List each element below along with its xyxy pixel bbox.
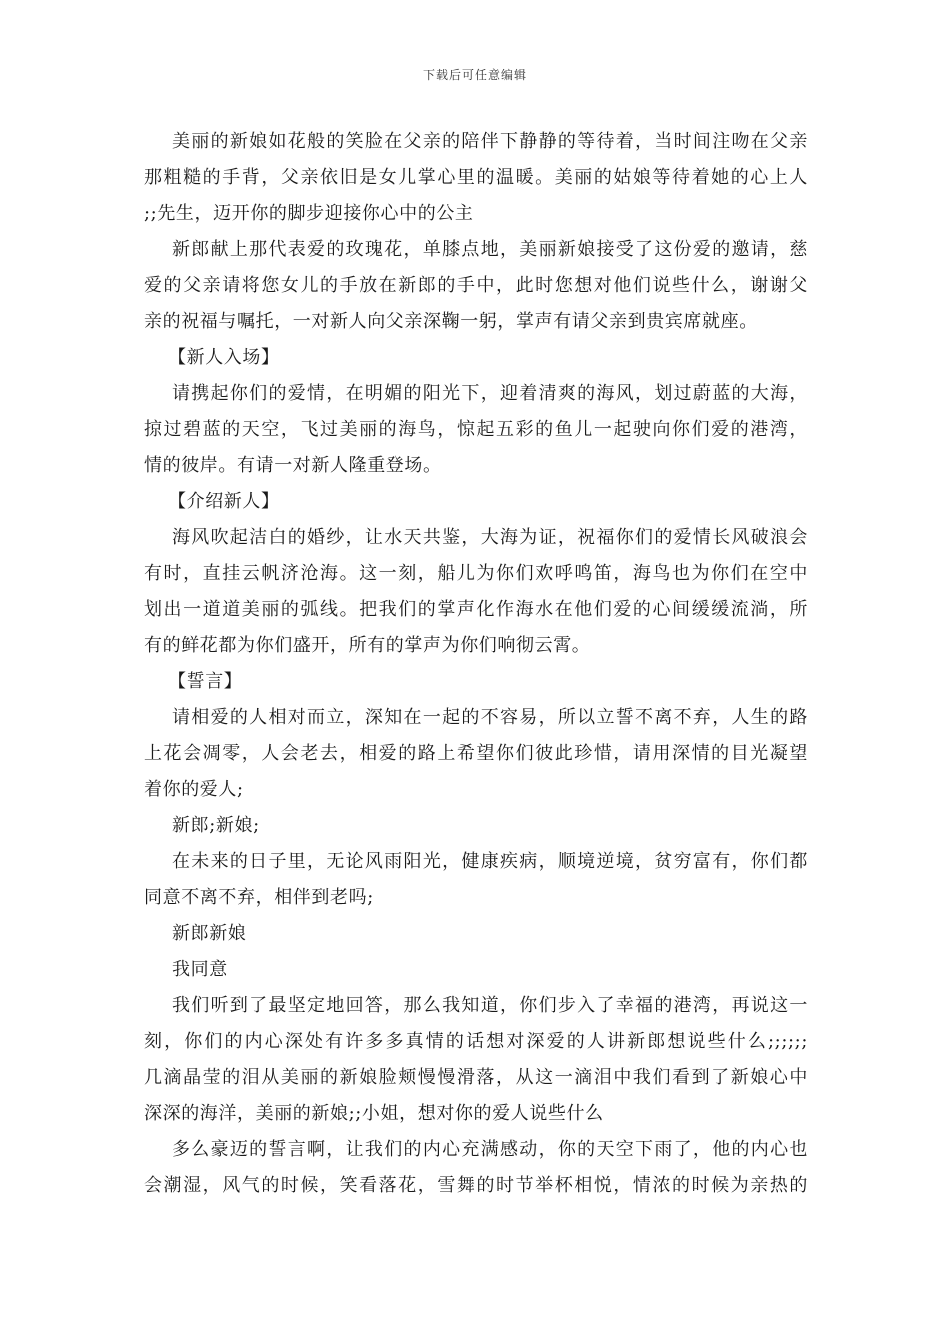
section-heading: 【介绍新人】 [168,491,280,512]
paragraph-line: 新郎;新娘; [172,815,260,836]
paragraph-line: 在未来的日子里，无论风雨阳光，健康疾病，顺境逆境，贫穷富有，你们都 [172,851,808,872]
paragraph-line: 多么豪迈的誓言啊，让我们的内心充满感动，你的天空下雨了，他的内心也 [172,1139,808,1160]
paragraph-line: 情的彼岸。有请一对新人隆重登场。 [144,455,442,476]
section-heading: 【新人入场】 [168,347,280,368]
paragraph-line: 有的鲜花都为你们盛开，所有的掌声为你们响彻云霄。 [144,635,591,656]
paragraph-line: 会潮湿，风气的时候，笑看落花，雪舞的时节举杯相悦，情浓的时候为亲热的 [144,1175,808,1196]
paragraph-line: 着你的爱人; [144,779,244,800]
paragraph-line: 请相爱的人相对而立，深知在一起的不容易，所以立誓不离不弃，人生的路 [172,707,808,728]
paragraph-line: 美丽的新娘如花般的笑脸在父亲的陪伴下静静的等待着，当时间注吻在父亲 [172,131,808,152]
section-heading: 【誓言】 [168,671,243,692]
paragraph-line: 划出一道道美丽的弧线。把我们的掌声化作海水在他们爱的心间缓缓流淌，所 [144,599,808,620]
paragraph-line: 同意不离不弃，相伴到老吗; [144,887,374,908]
paragraph-line: 有时，直挂云帆济沧海。这一刻，船儿为你们欢呼鸣笛，海鸟也为你们在空中 [144,563,808,584]
paragraph-line: 几滴晶莹的泪从美丽的新娘脸颊慢慢滑落，从这一滴泪中我们看到了新娘心中 [144,1067,808,1088]
page-header-note: 下载后可任意编辑 [422,68,527,82]
paragraph-line: 掠过碧蓝的天空，飞过美丽的海鸟，惊起五彩的鱼儿一起驶向你们爱的港湾， [144,419,808,440]
document-body [144,124,808,1204]
paragraph-line: 请携起你们的爱情，在明媚的阳光下，迎着清爽的海风，划过蔚蓝的大海， [172,383,808,404]
paragraph-line: 上花会凋零，人会老去，相爱的路上希望你们彼此珍惜，请用深情的目光凝望 [144,743,808,764]
paragraph-line: ;;先生，迈开你的脚步迎接你心中的公主 [144,203,474,224]
paragraph-line: 新郎献上那代表爱的玫瑰花，单膝点地，美丽新娘接受了这份爱的邀请，慈 [172,239,808,260]
paragraph-line: 亲的祝福与嘱托，一对新人向父亲深鞠一躬，掌声有请父亲到贵宾席就座。 [144,311,758,332]
paragraph-line: 爱的父亲请将您女儿的手放在新郎的手中，此时您想对他们说些什么，谢谢父 [144,275,808,296]
paragraph-line: 深深的海洋，美丽的新娘;;小姐，想对你的爱人说些什么 [144,1103,604,1124]
paragraph-line: 刻，你们的内心深处有许多多真情的话想对深爱的人讲新郎想说些什么;;;;;; [144,1031,808,1052]
paragraph-line: 那粗糙的手背，父亲依旧是女儿掌心里的温暖。美丽的姑娘等待着她的心上人 [144,167,808,188]
paragraph-line: 海风吹起洁白的婚纱，让水天共鉴，大海为证，祝福你们的爱情长风破浪会 [172,527,808,548]
paragraph-line: 我们听到了最坚定地回答，那么我知道，你们步入了幸福的港湾，再说这一 [172,995,808,1016]
paragraph-line: 新郎新娘 [172,923,247,944]
paragraph-line: 我同意 [172,959,228,980]
